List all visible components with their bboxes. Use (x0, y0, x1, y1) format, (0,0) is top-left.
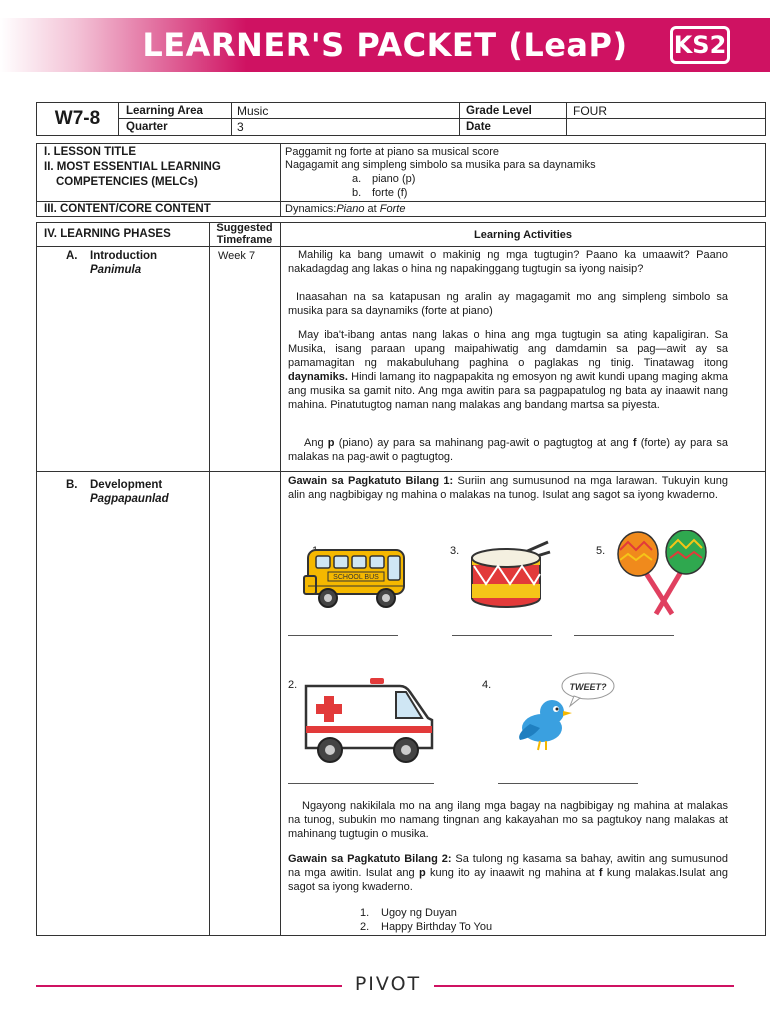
lesson-title-label: I. LESSON TITLE (44, 146, 137, 158)
divider (280, 143, 281, 217)
intro-p4-b: (piano) ay para sa mahinang pag-awit o pagtugtog at ang (334, 437, 633, 449)
learning-area-label: Learning Area (126, 105, 203, 117)
daynamiks-term: daynamiks. (288, 371, 348, 383)
content-value (285, 202, 405, 216)
activity-2-a: Sa tulong ng kasama sa bahay, awitin ang sumusunod na mga awitin. Isulat ang (288, 853, 728, 879)
divider (118, 118, 766, 119)
answer-blank[interactable] (288, 783, 434, 784)
picture-label: 4. (482, 679, 492, 691)
intro-p3-a: May iba't-ibang antas nang lakas o hina ang mga tugtugin sa ating kapaligiran. Sa Musika, isang paraan upang maipahiwatig ang damdamin sa pag—awit ay sa pamamagitan ng makabuluhang paghina o paglakas ng tinig. Tinatawag itong (288, 329, 728, 369)
transition-paragraph: Ngayong nakikilala mo na ang ilang mga bagay na nagbibigay ng mahina at malakas na tunog, subukin mo namang tingnan ang kakayahan mo sa pagtukoy nang malakas at mahinang tugtugin o musika. (288, 800, 728, 840)
timeframe-header-2: Timeframe (216, 234, 273, 246)
melc-value: Nagagamit ang simpleng simbolo sa musika para sa daynamiks (285, 159, 596, 171)
content-forte: Forte (379, 203, 406, 215)
melc-a-text: piano (p) (372, 173, 416, 185)
intro-paragraph-2: Inaasahan na sa katapusan ng aralin ay magagamit mo ang simpleng simbolo sa musika para sa daynamiks (forte at piano) (288, 291, 728, 317)
intro-label: Introduction (90, 250, 158, 262)
drum-image (460, 538, 552, 610)
lesson-title-value: Paggamit ng forte at piano sa musical score (285, 146, 500, 158)
content-piano: Piano (336, 203, 365, 215)
header-banner (0, 18, 770, 72)
intro-paragraph-3 (288, 328, 728, 412)
divider (566, 102, 567, 136)
activity-2-b: kung ito ay inaawit ng mahina at (425, 867, 599, 879)
intro-p4-a: Ang (304, 437, 328, 449)
dev-label: Development (90, 479, 163, 491)
answer-blank[interactable] (452, 635, 552, 636)
intro-week: Week 7 (218, 250, 256, 262)
grade-level-value: FOUR (573, 104, 607, 118)
song-title: Happy Birthday To You (381, 921, 493, 933)
picture-label: 2. (288, 679, 298, 691)
divider (36, 471, 766, 472)
week-label: W7-8 (54, 108, 101, 129)
bird-bubble-text: TWEET? (569, 682, 607, 692)
divider (280, 222, 281, 936)
quarter-value: 3 (237, 120, 244, 134)
piano-symbol: p (327, 437, 335, 449)
bus-sign: SCHOOL BUS (333, 574, 379, 581)
maracas-image (612, 530, 712, 620)
intro-p4-c: (forte) ay para sa malakas na pag-awit o pagtugtog. (288, 437, 728, 463)
page-title: LEARNER'S PACKET (LeaP) (142, 26, 628, 64)
activity-2-c: kung malakas.Isulat ang sagot sa iyong kwaderno. (288, 867, 729, 893)
melc-label-2: COMPETENCIES (MELCs) (56, 176, 198, 188)
activity-1-text: Suriin ang sumusunod na mga larawan. Tukuyin kung alin ang nagbibigay ng mahina o malakas na tunog. Isulat ang sagot sa iyong kwaderno. (288, 475, 728, 501)
melc-a-letter: a. (352, 173, 362, 185)
quarter-label: Quarter (126, 121, 168, 133)
piano-symbol: p (418, 867, 426, 879)
pivot-logo: PIVOT (354, 973, 422, 995)
content-at: at (364, 203, 380, 215)
picture-label: 5. (596, 545, 606, 557)
bird-image (512, 668, 616, 756)
content-prefix: Dynamics: (285, 203, 337, 215)
school-bus-image (300, 546, 412, 610)
ks-badge: KS2 (670, 26, 730, 64)
footer-line-left (36, 985, 342, 987)
activity-2-title: Gawain sa Pagkatuto Bilang 2: (288, 853, 452, 865)
dev-letter: B. (66, 479, 78, 491)
dev-sub: Pagpapaunlad (90, 493, 169, 505)
learning-area-value: Music (237, 104, 269, 118)
ambulance-image (300, 678, 440, 766)
timeframe-header: Suggested (216, 222, 273, 234)
intro-paragraph-4 (288, 436, 728, 464)
forte-symbol: f (632, 437, 637, 449)
activity-1-instructions (288, 474, 728, 502)
intro-letter: A. (66, 250, 78, 262)
song-number: 1. (360, 907, 370, 919)
divider (36, 246, 766, 247)
phases-label: IV. LEARNING PHASES (44, 228, 171, 240)
activity-2-instructions (288, 852, 728, 894)
divider (209, 222, 210, 936)
grade-level-label: Grade Level (466, 105, 532, 117)
answer-blank[interactable] (498, 783, 638, 784)
melc-b-text: forte (f) (372, 187, 408, 199)
answer-blank[interactable] (288, 635, 398, 636)
melc-b-letter: b. (352, 187, 362, 199)
intro-p3-b: Hindi lamang ito nagpapakita ng emosyon ng awit kundi upang maging akma ang musika sa gamit nito. Ang mga awitin para sa pagpapatulog ng bata ay inaawit nang mahina. Pinatutugtog naman nang malakas ang bandang martsa sa piyesta. (288, 371, 728, 411)
content-label: III. CONTENT/CORE CONTENT (44, 203, 211, 215)
date-label: Date (466, 121, 491, 133)
forte-symbol: f (598, 867, 603, 879)
footer-line-right (434, 985, 734, 987)
intro-paragraph-1: Mahilig ka bang umawit o makinig ng mga tugtugin? Paano ka umaawit? Paano nakadagdag ang lakas o hina ng napakinggang tugtugin sa iyong naisip? (288, 249, 728, 275)
answer-blank[interactable] (574, 635, 674, 636)
song-title: Ugoy ng Duyan (381, 907, 457, 919)
week-cell (36, 102, 119, 136)
picture-label: 3. (450, 545, 460, 557)
info-grid (118, 102, 766, 136)
song-number: 2. (360, 921, 370, 933)
divider (231, 102, 232, 136)
melc-label: II. MOST ESSENTIAL LEARNING (44, 161, 221, 173)
activities-header: Learning Activities (473, 229, 572, 241)
intro-sub: Panimula (90, 264, 142, 276)
divider (459, 102, 460, 136)
activity-1-title: Gawain sa Pagkatuto Bilang 1: (288, 475, 454, 487)
